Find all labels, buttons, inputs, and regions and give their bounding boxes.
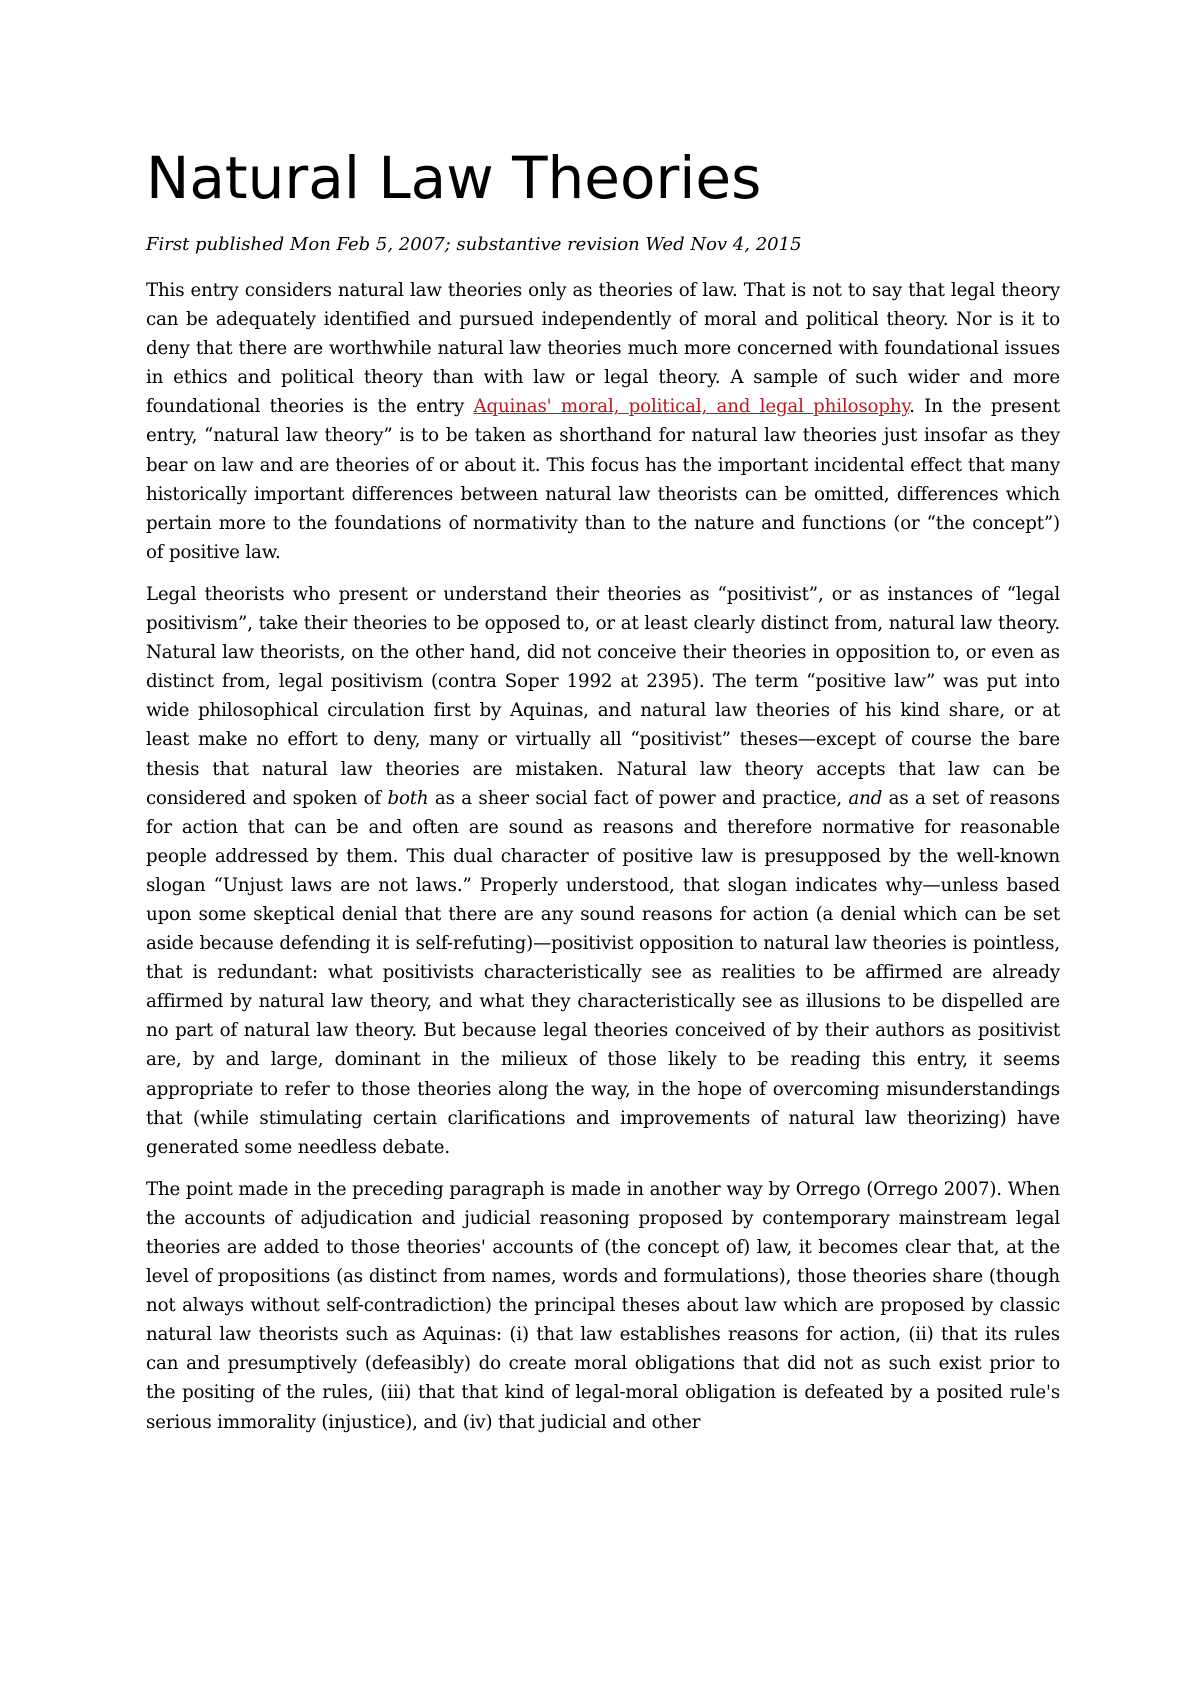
- emphasis-both: both: [387, 787, 429, 809]
- article-body: [146, 276, 1060, 1450]
- paragraph-3: The point made in the preceding paragraph is made in another way by Orrego (Orrego 2007). When the accounts of adjudication and judicial reasoning proposed by contemporary mainstream legal theories are added to those theories' accounts of (the concept of) law, it becomes clear that, at the level of propositions (as distinct from names, words and formulations), those theories share (though not always without self-contradiction) the principal theses about law which are proposed by classic natural law theorists such as Aquinas: (i) that law establishes reasons for action, (ii) that its rules can and presumptively (defeasibly) do create moral obligations that did not as such exist prior to the positing of the rules, (iii) that that kind of legal-moral obligation is defeated by a posited rule's serious immorality (injustice), and (iv) that judicial and other: [146, 1178, 1060, 1433]
- paragraph-1: [146, 276, 1060, 567]
- paragraph-1-text-a: This entry considers natural law theories only as theories of law. That is not to say that legal theory can be adequately identified and pursued independently of moral and political theory. Nor is it to deny that there are worthwhile natural law theories much more concerned with foundational issues in ethics and political theory than with law or legal theory. A sample of such wider and more foundational theories is the entry: [146, 280, 1060, 418]
- paragraph-2-text-a: Legal theorists who present or understand their theories as “positivist”, or as instances of “legal positivism”, take their theories to be opposed to, or at least clearly distinct from, natural law theory. Natural law theorists, on the other hand, did not conceive their theories in opposition to, or even as distinct from, legal positivism (contra Soper 1992 at 2395). The term “positive law” was put into wide philosophical circulation first by Aquinas, and natural law theories of his kind share, or at least make no effort to deny, many or virtually all “positivist” theses—except of course the bare thesis that natural law theories are mistaken. Natural law theory accepts that law can be considered and spoken of: [146, 583, 1060, 809]
- paragraph-1-text-b: . In the present entry, “natural law theory” is to be taken as shorthand for natural law theories just insofar as they bear on law and are theories of or about it. This focus has the important incidental effect that many historically important differences between natural law theorists can be omitted, differences which pertain more to the foundations of normativity than to the nature and functions (or “the concept”) of positive law.: [146, 396, 1060, 563]
- page-title: Natural Law Theories: [146, 144, 762, 212]
- aquinas-philosophy-link[interactable]: Aquinas' moral, political, and legal philosophy: [473, 396, 910, 418]
- emphasis-and: and: [848, 787, 883, 809]
- publication-info: First published Mon Feb 5, 2007; substantive revision Wed Nov 4, 2015: [146, 234, 802, 255]
- paragraph-2: [146, 580, 1060, 1162]
- paragraph-2-text-b: as a sheer social fact of power and practice,: [428, 787, 849, 809]
- paragraph-2-text-c: as a set of reasons for action that can be and often are sound as reasons and therefore normative for reasonable people addressed by them. This dual character of positive law is presupposed by the well-known slogan “Unjust laws are not laws.” Properly understood, that slogan indicates why—unless based upon some skeptical denial that there are any sound reasons for action (a denial which can be set aside because defending it is self-refuting)—positivist opposition to natural law theories is pointless, that is redundant: what positivists characteristically see as realities to be affirmed are already affirmed by natural law theory, and what they characteristically see as illusions to be dispelled are no part of natural law theory. But because legal theories conceived of by their authors as positivist are, by and large, dominant in the milieux of those likely to be reading this entry, it seems appropriate to refer to those theories along the way, in the hope of overcoming misunderstandings that (while stimulating certain clarifications and improvements of natural law theorizing) have generated some needless debate.: [146, 787, 1060, 1158]
